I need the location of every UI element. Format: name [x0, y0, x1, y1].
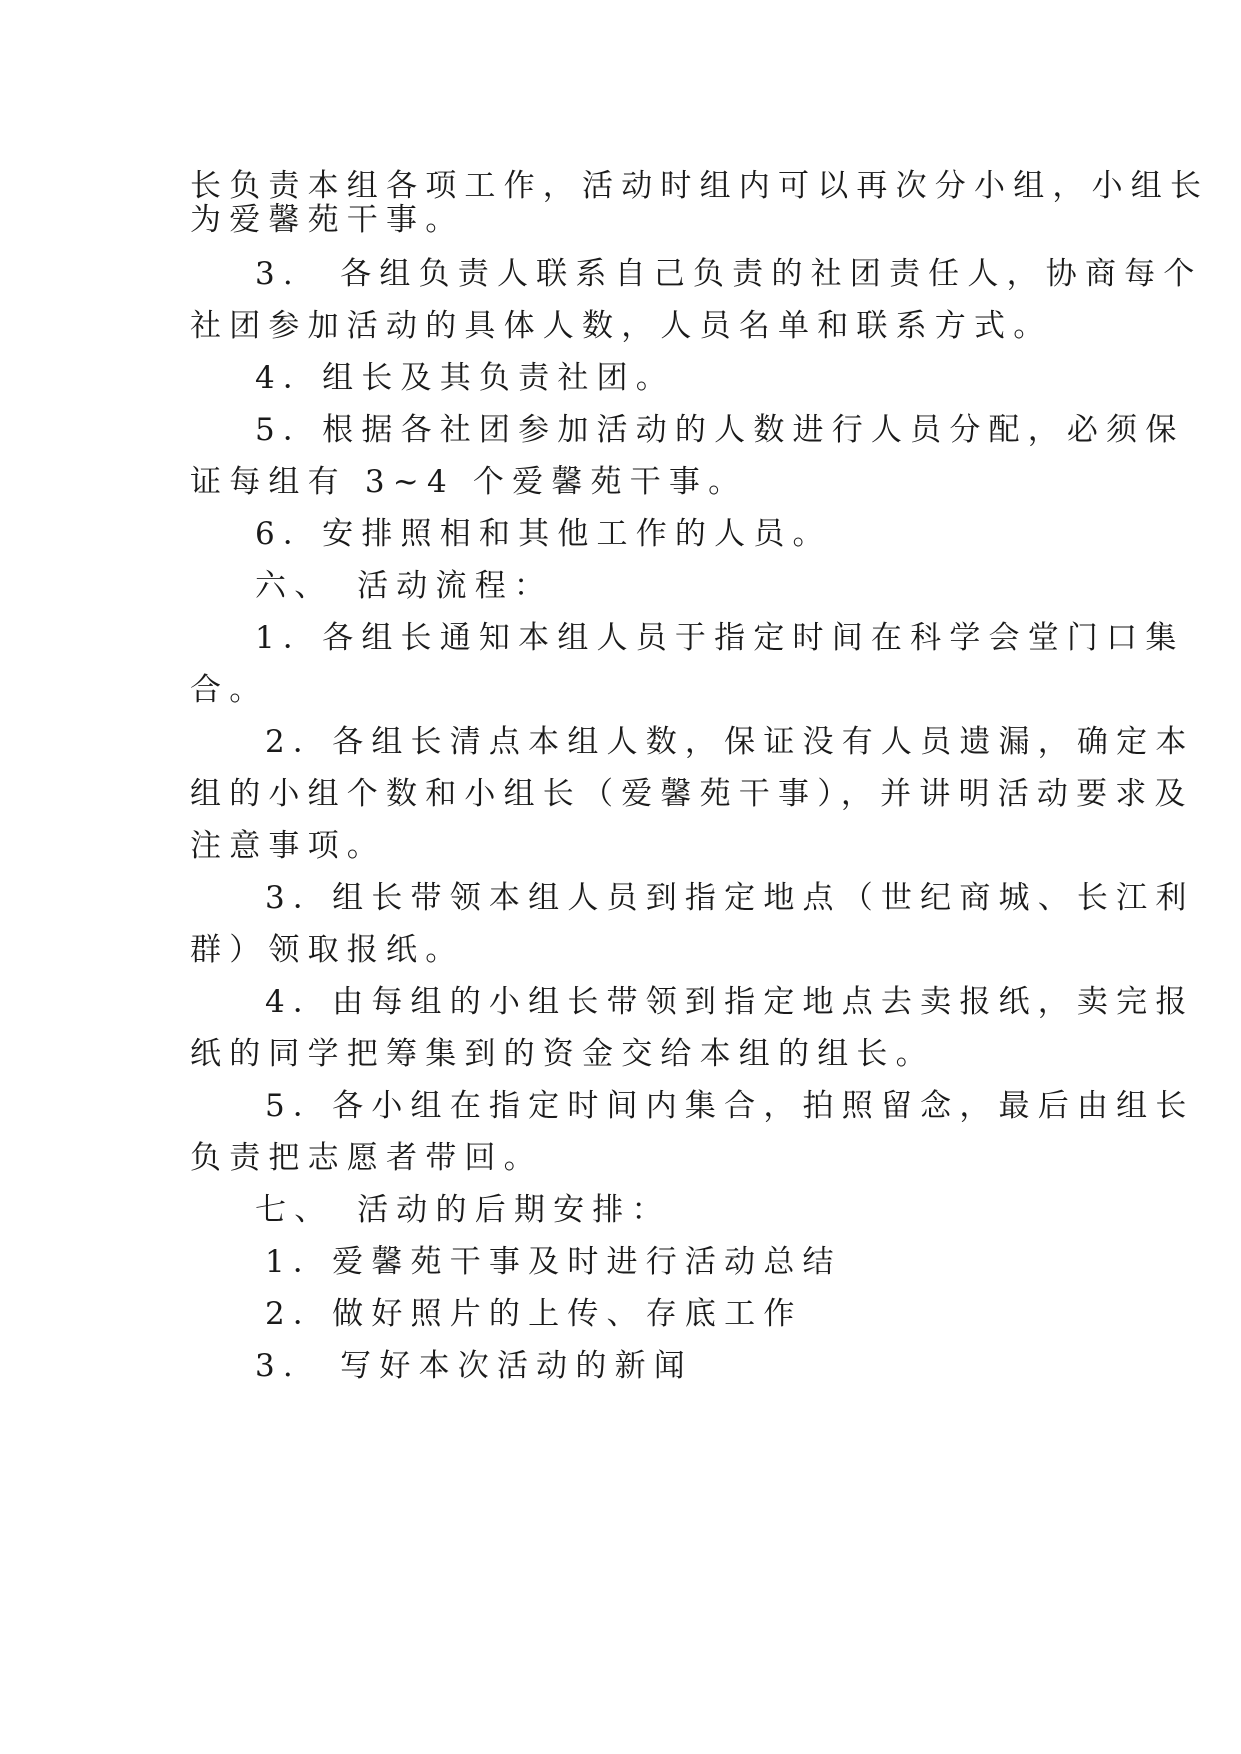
section-heading: 六、 活动流程： [255, 568, 554, 604]
list-item-line: 3．组长带领本组人员到指定地点（世纪商城、长江利 [265, 880, 1195, 916]
list-item-line: 4．由每组的小组长带领到指定地点去卖报纸，卖完报 [265, 984, 1195, 1020]
paragraph-line: 为爱馨苑干事。 [190, 202, 465, 238]
paragraph-line: 组的小组个数和小组长（爱馨苑干事），并讲明活动要求及 [190, 776, 1194, 812]
list-item-line: 6．安排照相和其他工作的人员。 [255, 516, 832, 552]
list-item-line: 5．各小组在指定时间内集合，拍照留念，最后由组长 [265, 1088, 1195, 1124]
paragraph-line: 注意事项。 [190, 828, 386, 864]
list-item-line: 1．爱馨苑干事及时进行活动总结 [265, 1244, 842, 1280]
paragraph-line: 社团参加活动的具体人数，人员名单和联系方式。 [190, 308, 1053, 344]
list-item-line: 2．做好照片的上传、存底工作 [265, 1296, 803, 1332]
list-item-line: 2．各组长清点本组人数，保证没有人员遗漏，确定本 [265, 724, 1195, 760]
paragraph-line: 负责把志愿者带回。 [190, 1140, 543, 1176]
paragraph-line: 证每组有 3~4 个爱馨苑干事。 [190, 464, 748, 500]
section-heading: 七、 活动的后期安排： [255, 1192, 671, 1228]
list-item-line: 3. 写好本次活动的新闻 [255, 1348, 693, 1384]
paragraph-line: 纸的同学把筹集到的资金交给本组的组长。 [190, 1036, 935, 1072]
list-item-line: 4．组长及其负责社团。 [255, 360, 675, 396]
list-item-line: 3. 各组负责人联系自己负责的社团责任人，协商每个 [255, 256, 1203, 292]
paragraph-line: 长负责本组各项工作，活动时组内可以再次分小组，小组长 [190, 168, 1210, 204]
list-item-line: 5．根据各社团参加活动的人数进行人员分配，必须保 [255, 412, 1185, 448]
paragraph-line: 合。 [190, 672, 269, 708]
list-item-line: 1．各组长通知本组人员于指定时间在科学会堂门口集 [255, 620, 1185, 656]
paragraph-line: 群）领取报纸。 [190, 932, 465, 968]
